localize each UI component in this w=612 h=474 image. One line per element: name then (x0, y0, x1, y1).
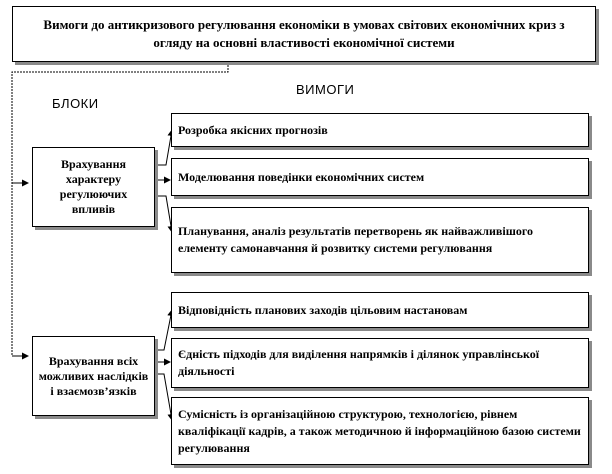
requirement-correspondence: Відповідність планових заходів цільовим настановам (171, 292, 589, 328)
block-regulatory-influences: Врахування характеру регулюючих впливів (32, 147, 155, 227)
arrow-b1-r1 (155, 130, 172, 165)
requirement-modeling: Моделювання поведінки економічних систем (171, 158, 589, 196)
requirement-compatibility: Сумісність із організаційною структурою, технологією, рівнем кваліфікації кадрів, а також методичною й інформаційною базою системи регулювання (171, 397, 589, 465)
arrow-b2-r3 (155, 374, 172, 420)
requirement-unity: Єдність підходів для виділення напрямків і ділянок управлінської діяльності (171, 338, 589, 388)
arrow-b2-r1 (155, 310, 172, 350)
blocks-header: БЛОКИ (52, 96, 99, 111)
diagram-title: Вимоги до антикризового регулювання економіки в умовах світових економічних криз з огляду на основні властивості економічної системи (12, 6, 596, 62)
requirements-header: ВИМОГИ (296, 82, 355, 97)
block-consequences: Врахування всіх можливих наслідків і взаємозв’язків (32, 336, 155, 416)
requirement-forecasts: Розробка якісних прогнозів (171, 113, 589, 147)
requirement-planning: Планування, аналіз результатів перетворень як найважливішого елементу самонавчання й розвитку системи регулювання (171, 207, 589, 273)
arrow-b1-r3 (155, 196, 172, 232)
